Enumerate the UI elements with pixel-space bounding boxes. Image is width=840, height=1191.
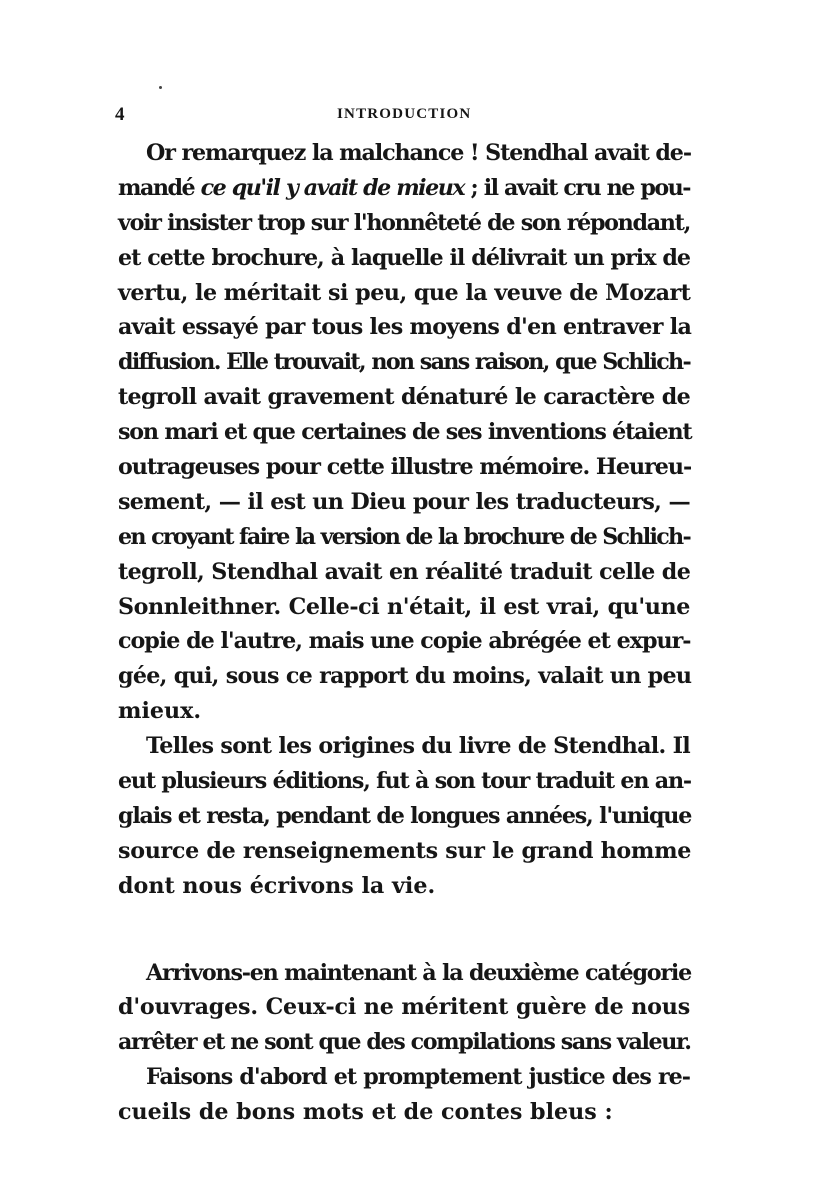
text-fragment: ; il avait cru ne pou- [464,174,691,201]
paragraph [118,1060,690,1130]
text-fragment: mandé [118,174,201,201]
body-text [118,136,690,1130]
text-line: dont nous écrivons la vie. [118,872,436,899]
stray-dot [159,86,162,89]
text-line: en croyant faire la version de la brochure de Schlich- [118,523,690,550]
text-line: arrêter et ne sont que des compilations sans valeur. [118,1029,691,1056]
text-line: Telles sont les origines du livre de Stendhal. Il [146,733,690,760]
running-head: INTRODUCTION [337,106,472,122]
paragraph [118,956,690,1061]
text-line: mieux. [118,698,202,725]
text-line: Sonnleithner. Celle-ci n'était, il est vrai, qu'une [118,593,690,620]
text-line: vertu, le méritait si peu, que la veuve de Mozart [118,279,691,306]
text-line: gée, qui, sous ce rapport du moins, valait un peu [118,663,692,690]
text-line: copie de l'autre, mais une copie abrégée et expur- [118,628,691,655]
text-line: et cette brochure, à laquelle il délivrait un prix de [118,244,690,271]
text-line [118,171,690,206]
page-number: 4 [115,104,125,125]
text-line: Faisons d'abord et promptement justice des re- [146,1064,690,1091]
text-line: cueils de bons mots et de contes bleus : [118,1099,613,1126]
text-line: diffusion. Elle trouvait, non sans raison, que Schlich- [118,349,690,376]
page-header [115,104,690,128]
italic-quote: ce qu'il y avait de mieux [200,174,465,201]
text-line: voir insister trop sur l'honnêteté de son répondant, [118,209,690,236]
paragraph [118,729,690,903]
text-line: source de renseignements sur le grand homme [118,837,692,864]
text-line: avait essayé par tous les moyens d'en entraver la [118,314,692,341]
text-line: Or remarquez la malchance ! Stendhal avait de- [146,140,691,166]
text-line: Arrivons-en maintenant à la deuxième catégorie [146,959,691,986]
text-line: sement, — il est un Dieu pour les traducteurs, — [118,488,690,515]
text-line: d'ouvrages. Ceux-ci ne méritent guère de nous [118,994,690,1021]
text-line: tegroll avait gravement dénaturé le caractère de [118,384,690,411]
text-line: eut plusieurs éditions, fut à son tour traduit en an- [118,768,691,795]
paragraph [118,136,690,729]
text-line: son mari et que certaines de ses inventions étaient [118,419,692,446]
text-line: tegroll, Stendhal avait en réalité traduit celle de [118,558,691,585]
text-line: outrageuses pour cette illustre mémoire. Heureu- [118,454,692,481]
text-line: glais et resta, pendant de longues années, l'unique [118,802,692,829]
section-break [118,904,690,956]
